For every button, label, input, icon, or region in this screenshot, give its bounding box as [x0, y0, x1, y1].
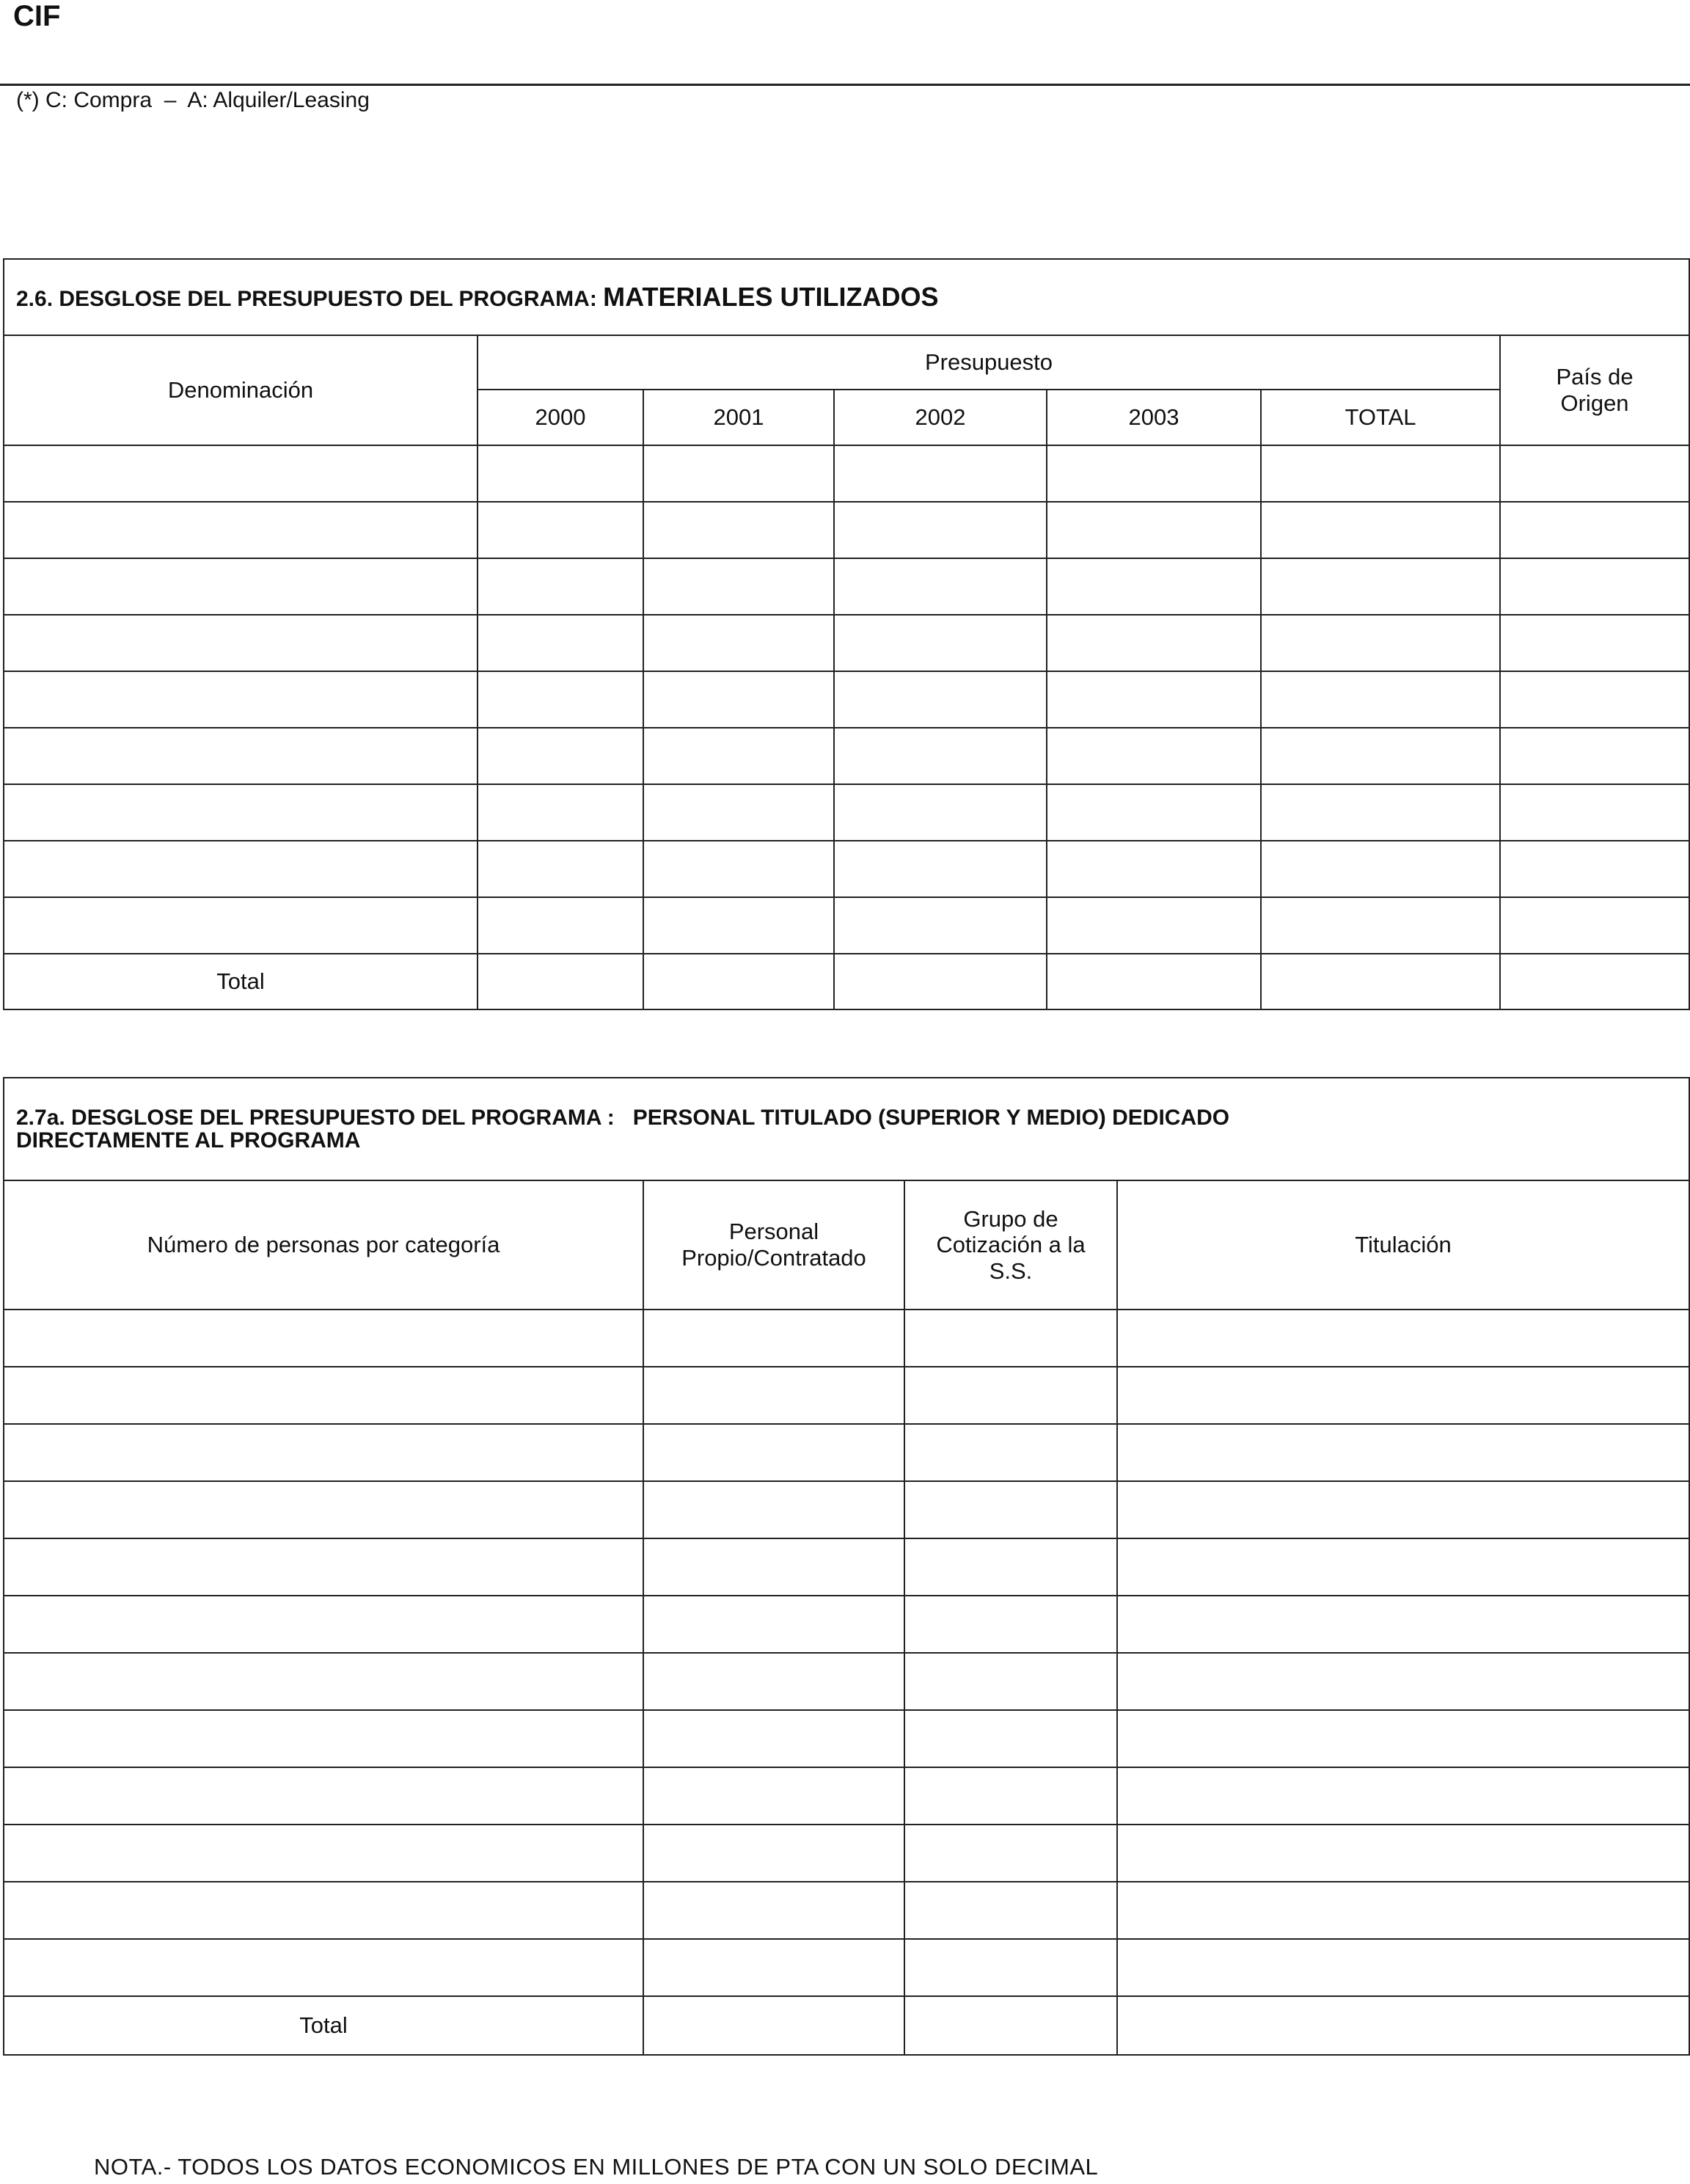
col-titulacion: Titulación	[1117, 1180, 1689, 1310]
input-cell[interactable]	[834, 784, 1047, 841]
input-cell[interactable]	[1261, 784, 1500, 841]
input-cell[interactable]	[1261, 841, 1500, 897]
input-cell[interactable]	[4, 841, 478, 897]
input-cell[interactable]	[834, 841, 1047, 897]
input-cell[interactable]	[1047, 897, 1261, 954]
input-cell[interactable]	[1047, 615, 1261, 671]
input-cell[interactable]	[478, 897, 643, 954]
input-cell[interactable]	[1117, 1424, 1689, 1481]
input-cell[interactable]	[4, 558, 478, 615]
input-cell[interactable]	[478, 502, 643, 558]
section-2-7a-title: 2.7a. DESGLOSE DEL PRESUPUESTO DEL PROGRAMA : PERSONAL TITULADO (SUPERIOR Y MEDIO) DEDICADO DIRECTAMENTE AL PROGRAMA	[4, 1078, 1689, 1180]
input-cell[interactable]	[4, 1882, 643, 1939]
input-cell[interactable]	[1047, 445, 1261, 502]
total-label: Total	[4, 954, 478, 1009]
table-row	[4, 1882, 1689, 1939]
input-cell[interactable]	[4, 445, 478, 502]
input-cell[interactable]	[904, 1310, 1117, 1367]
input-cell[interactable]	[4, 615, 478, 671]
col-presupuesto: Presupuesto	[478, 335, 1500, 390]
input-cell[interactable]	[904, 1538, 1117, 1596]
input-cell[interactable]	[834, 897, 1047, 954]
col-personal: Personal Propio/Contratado	[643, 1180, 904, 1310]
input-cell[interactable]	[478, 728, 643, 784]
input-cell[interactable]	[478, 671, 643, 728]
input-cell[interactable]	[1500, 558, 1689, 615]
input-cell[interactable]	[4, 897, 478, 954]
input-cell[interactable]	[4, 1939, 643, 1996]
input-cell[interactable]	[1117, 1939, 1689, 1996]
table-row	[4, 1481, 1689, 1538]
input-cell[interactable]	[643, 1996, 904, 2055]
input-cell[interactable]	[1117, 1653, 1689, 1710]
input-cell[interactable]	[643, 784, 834, 841]
table-row	[4, 784, 1689, 841]
input-cell[interactable]	[904, 1996, 1117, 2055]
input-cell[interactable]	[643, 1882, 904, 1939]
input-cell[interactable]	[643, 1424, 904, 1481]
col-denominacion: Denominación	[4, 335, 478, 445]
total-label: Total	[4, 1996, 643, 2055]
input-cell[interactable]	[478, 445, 643, 502]
input-cell[interactable]	[904, 1367, 1117, 1424]
input-cell[interactable]	[1047, 784, 1261, 841]
input-cell[interactable]	[478, 954, 643, 1009]
input-cell[interactable]	[904, 1882, 1117, 1939]
input-cell[interactable]	[1261, 615, 1500, 671]
col-year-2001: 2001	[643, 390, 834, 445]
input-cell[interactable]	[1117, 1367, 1689, 1424]
table-row	[4, 558, 1689, 615]
nota: NOTA.- TODOS LOS DATOS ECONOMICOS EN MILLONES DE PTA CON UN SOLO DECIMAL	[94, 2154, 1099, 2180]
input-cell[interactable]	[834, 954, 1047, 1009]
input-cell[interactable]	[1117, 1825, 1689, 1882]
input-cell[interactable]	[643, 841, 834, 897]
table-row	[4, 897, 1689, 954]
input-cell[interactable]	[1261, 954, 1500, 1009]
input-cell[interactable]	[834, 445, 1047, 502]
input-cell[interactable]	[4, 728, 478, 784]
input-cell[interactable]	[4, 1825, 643, 1882]
input-cell[interactable]	[834, 728, 1047, 784]
input-cell[interactable]	[904, 1939, 1117, 1996]
input-cell[interactable]	[1117, 1538, 1689, 1596]
col-numero-personas: Número de personas por categoría	[4, 1180, 643, 1310]
input-cell[interactable]	[1500, 841, 1689, 897]
input-cell[interactable]	[4, 784, 478, 841]
input-cell[interactable]	[4, 1481, 643, 1538]
input-cell[interactable]	[1047, 728, 1261, 784]
col-pais-origen: País de Origen	[1500, 335, 1689, 445]
input-cell[interactable]	[1117, 1310, 1689, 1367]
input-cell[interactable]	[1261, 558, 1500, 615]
input-cell[interactable]	[478, 615, 643, 671]
input-cell[interactable]	[1047, 558, 1261, 615]
input-cell[interactable]	[478, 841, 643, 897]
input-cell[interactable]	[643, 1825, 904, 1882]
input-cell[interactable]	[1500, 502, 1689, 558]
footnote: (*) C: Compra – A: Alquiler/Leasing	[16, 88, 370, 112]
cif-label: CIF	[13, 0, 61, 32]
input-cell[interactable]	[643, 728, 834, 784]
section-2-6-title: 2.6. DESGLOSE DEL PRESUPUESTO DEL PROGRAMA: MATERIALES UTILIZADOS	[4, 259, 1689, 335]
input-cell[interactable]	[643, 1310, 904, 1367]
input-cell[interactable]	[4, 1710, 643, 1767]
input-cell[interactable]	[1047, 671, 1261, 728]
table-row	[4, 1939, 1689, 1996]
table-row	[4, 1767, 1689, 1825]
table-row	[4, 728, 1689, 784]
table-row	[4, 445, 1689, 502]
input-cell[interactable]	[904, 1424, 1117, 1481]
input-cell[interactable]	[478, 558, 643, 615]
input-cell[interactable]	[834, 671, 1047, 728]
input-cell[interactable]	[1500, 897, 1689, 954]
input-cell[interactable]	[1500, 728, 1689, 784]
input-cell[interactable]	[1117, 1767, 1689, 1825]
input-cell[interactable]	[643, 1596, 904, 1653]
table-row	[4, 1538, 1689, 1596]
input-cell[interactable]	[834, 502, 1047, 558]
input-cell[interactable]	[643, 671, 834, 728]
input-cell[interactable]	[1117, 1710, 1689, 1767]
input-cell[interactable]	[643, 502, 834, 558]
materiales-table	[3, 258, 1690, 1010]
input-cell[interactable]	[643, 1538, 904, 1596]
input-cell[interactable]	[1500, 671, 1689, 728]
input-cell[interactable]	[1500, 784, 1689, 841]
table-row	[4, 1710, 1689, 1767]
input-cell[interactable]	[4, 1424, 643, 1481]
input-cell[interactable]	[643, 615, 834, 671]
table-row	[4, 841, 1689, 897]
input-cell[interactable]	[1500, 954, 1689, 1009]
table-row	[4, 1310, 1689, 1367]
table-row	[4, 1825, 1689, 1882]
input-cell[interactable]	[1261, 502, 1500, 558]
table-row	[4, 502, 1689, 558]
col-year-2003: 2003	[1047, 390, 1261, 445]
table-row	[4, 1424, 1689, 1481]
input-cell[interactable]	[1261, 445, 1500, 502]
input-cell[interactable]	[1117, 1481, 1689, 1538]
input-cell[interactable]	[904, 1710, 1117, 1767]
input-cell[interactable]	[1047, 841, 1261, 897]
input-cell[interactable]	[4, 671, 478, 728]
input-cell[interactable]	[643, 954, 834, 1009]
table-row	[4, 1653, 1689, 1710]
input-cell[interactable]	[1261, 671, 1500, 728]
input-cell[interactable]	[904, 1825, 1117, 1882]
input-cell[interactable]	[834, 615, 1047, 671]
input-cell[interactable]	[4, 1653, 643, 1710]
input-cell[interactable]	[1261, 897, 1500, 954]
input-cell[interactable]	[4, 1310, 643, 1367]
input-cell[interactable]	[643, 1653, 904, 1710]
input-cell[interactable]	[1117, 1996, 1689, 2055]
input-cell[interactable]	[643, 1767, 904, 1825]
input-cell[interactable]	[904, 1596, 1117, 1653]
input-cell[interactable]	[4, 502, 478, 558]
input-cell[interactable]	[643, 1481, 904, 1538]
table-row	[4, 615, 1689, 671]
input-cell[interactable]	[4, 1767, 643, 1825]
table-row	[4, 1596, 1689, 1653]
header-divider	[0, 84, 1690, 86]
input-cell[interactable]	[643, 558, 834, 615]
col-year-2000: 2000	[478, 390, 643, 445]
input-cell[interactable]	[1261, 728, 1500, 784]
input-cell[interactable]	[834, 558, 1047, 615]
col-total: TOTAL	[1261, 390, 1500, 445]
input-cell[interactable]	[1047, 954, 1261, 1009]
input-cell[interactable]	[1500, 445, 1689, 502]
input-cell[interactable]	[904, 1481, 1117, 1538]
col-year-2002: 2002	[834, 390, 1047, 445]
input-cell[interactable]	[478, 784, 643, 841]
input-cell[interactable]	[904, 1767, 1117, 1825]
table-row	[4, 1367, 1689, 1424]
input-cell[interactable]	[643, 1367, 904, 1424]
col-grupo-cotizacion: Grupo de Cotización a la S.S.	[904, 1180, 1117, 1310]
input-cell[interactable]	[1117, 1882, 1689, 1939]
input-cell[interactable]	[643, 445, 834, 502]
input-cell[interactable]	[4, 1367, 643, 1424]
input-cell[interactable]	[643, 1710, 904, 1767]
input-cell[interactable]	[904, 1653, 1117, 1710]
input-cell[interactable]	[4, 1596, 643, 1653]
table-row	[4, 671, 1689, 728]
input-cell[interactable]	[643, 897, 834, 954]
input-cell[interactable]	[1500, 615, 1689, 671]
input-cell[interactable]	[4, 1538, 643, 1596]
personal-titulado-table	[3, 1077, 1690, 2056]
input-cell[interactable]	[1117, 1596, 1689, 1653]
input-cell[interactable]	[1047, 502, 1261, 558]
input-cell[interactable]	[643, 1939, 904, 1996]
